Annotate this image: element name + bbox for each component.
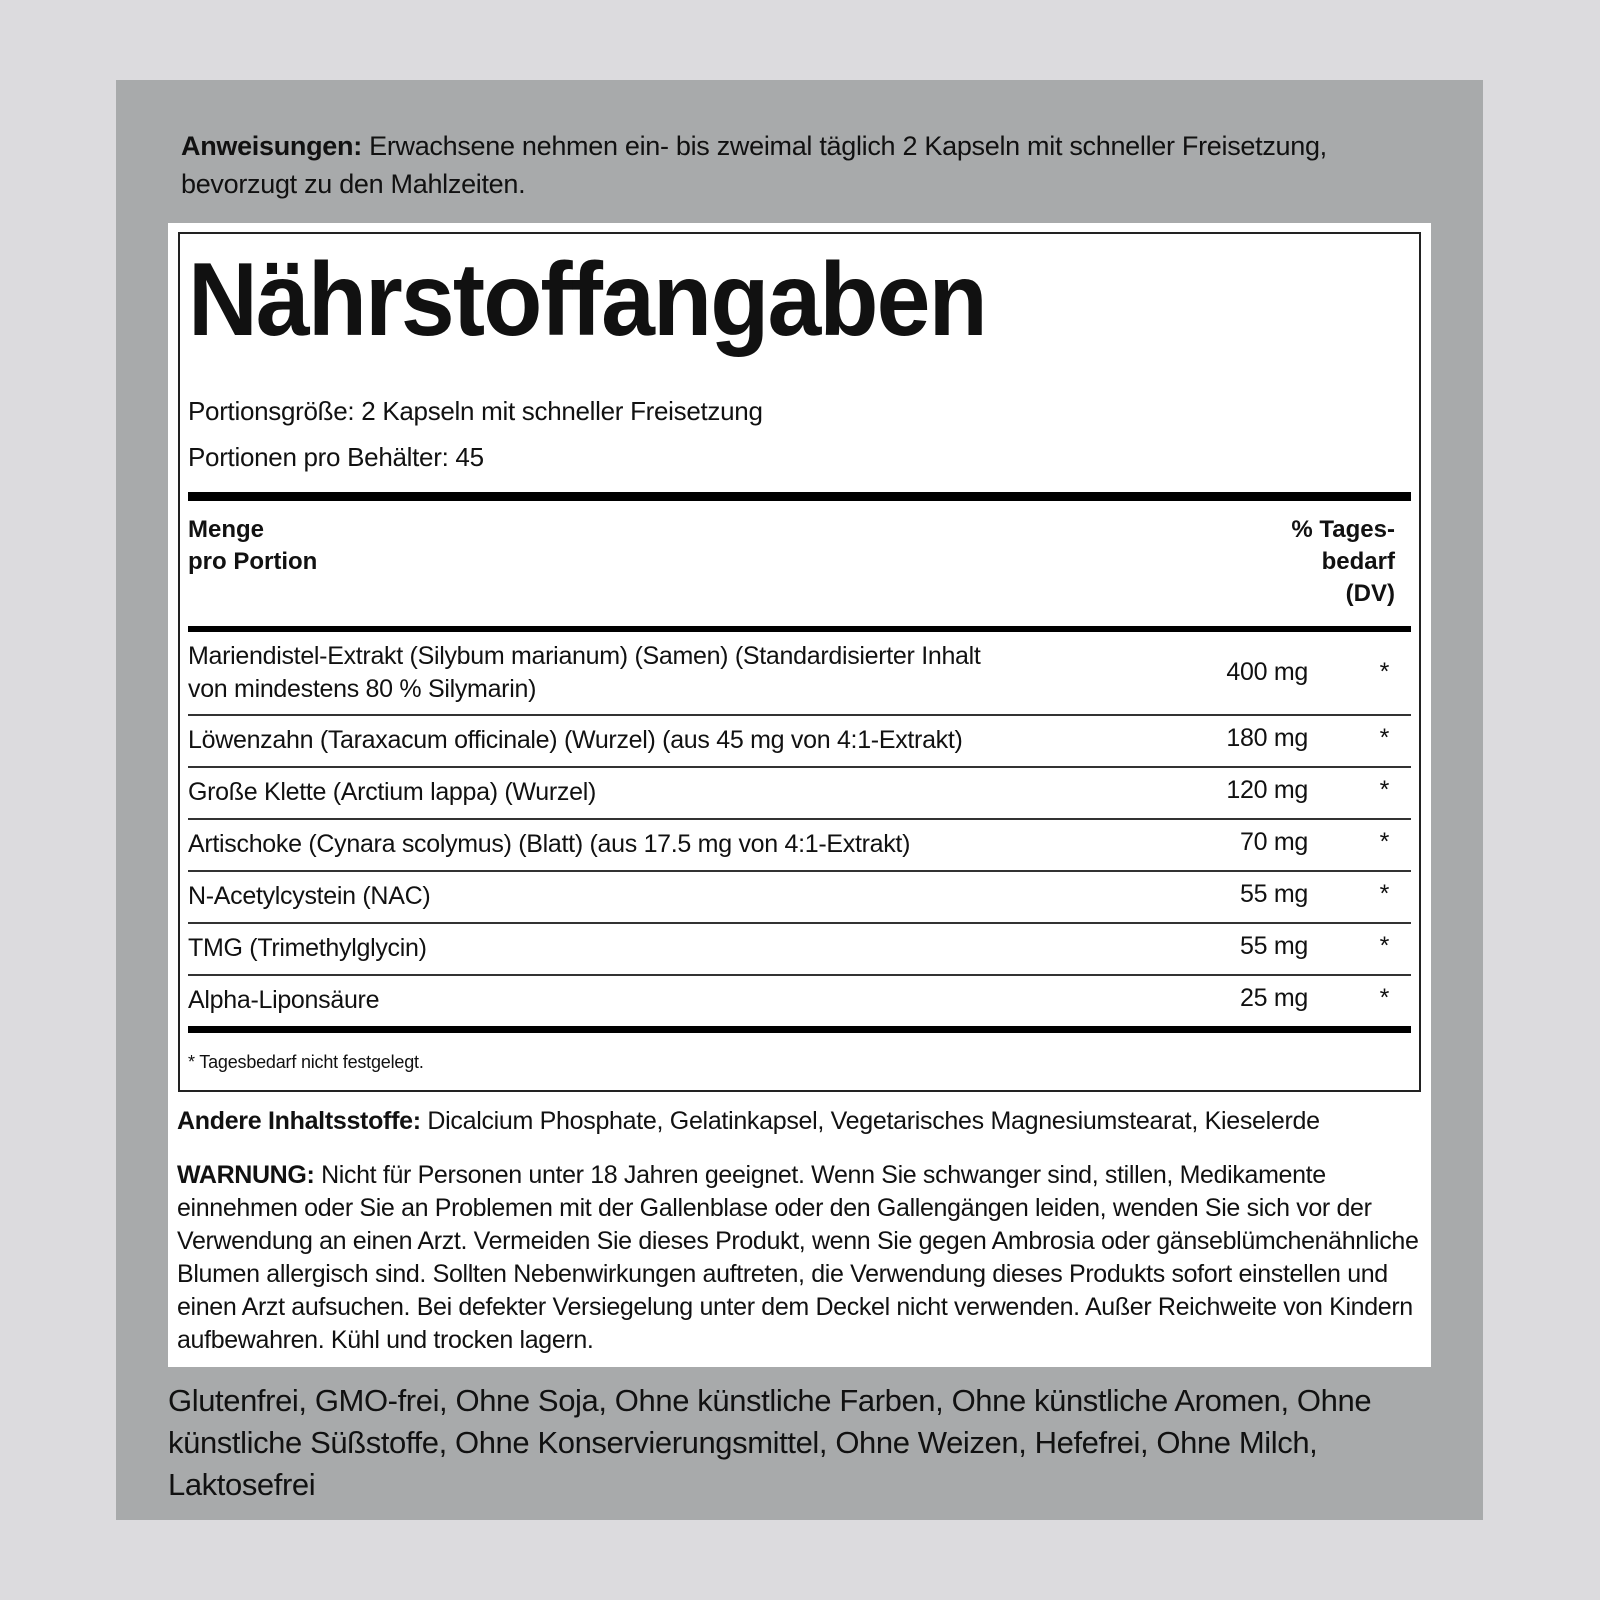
servings-per-container: Portionen pro Behälter: 45 (188, 442, 484, 472)
table-row (188, 872, 1411, 922)
warning-text (177, 1159, 1421, 1357)
ingredient-dv: * (1379, 984, 1389, 1012)
bottom-divider (188, 1026, 1411, 1033)
ingredient-name: Artischoke (Cynara scolymus) (Blatt) (aus 17.5 mg von 4:1-Extrakt) (188, 830, 911, 858)
table-row (188, 820, 1411, 870)
table-row (188, 636, 1411, 708)
ingredient-dv: * (1379, 880, 1389, 908)
ingredient-amount: 55 mg (1240, 932, 1308, 960)
ingredient-name: Alpha-Liponsäure (188, 986, 380, 1014)
ingredient-name: TMG (Trimethylglycin) (188, 934, 427, 962)
other-ingredients-label: Andere Inhaltsstoffe: (177, 1107, 421, 1135)
ingredient-amount: 180 mg (1226, 724, 1308, 752)
free-from-statement: Glutenfrei, GMO-frei, Ohne Soja, Ohne künstliche Farben, Ohne künstliche Aromen, Ohne künstliche Süßstoffe, Ohne Konservierungsmittel, Ohne Weizen, Hefefrei, Ohne Milch, Laktosefrei (168, 1383, 1372, 1502)
amount-header-line1: Menge (188, 516, 265, 543)
ingredient-amount: 55 mg (1240, 880, 1308, 908)
directions-text (181, 127, 1411, 203)
dv-header-line3: (DV) (1345, 580, 1395, 607)
table-row (188, 716, 1411, 766)
ingredient-name: Große Klette (Arctium lappa) (Wurzel) (188, 778, 596, 806)
header-divider (188, 626, 1411, 632)
amount-header (188, 514, 317, 578)
ingredient-amount: 25 mg (1240, 984, 1308, 1012)
table-row (188, 924, 1411, 974)
table-row (188, 768, 1411, 818)
ingredient-dv: * (1379, 932, 1389, 960)
ingredient-amount: 70 mg (1240, 828, 1308, 856)
facts-title: Nährstoffangaben (188, 242, 986, 358)
warning-body: Nicht für Personen unter 18 Jahren geeignet. Wenn Sie schwanger sind, stillen, Medikamente einnehmen oder Sie an Problemen mit der Gallenblase oder den Gallengängen leiden, wenden Sie sich vor der Verwendung an einen Arzt. Vermeiden Sie dieses Produkt, wenn Sie gegen Ambrosia oder gänseblümchenähnliche Blumen allergisch sind. Sollten Nebenwirkungen auftreten, die Verwendung dieses Produkts sofort einstellen und einen Arzt aufsuchen. Bei defekter Versiegelung unter dem Deckel nicht verwenden. Außer Reichweite von Kindern aufbewahren. Kühl und trocken lagern. (177, 1161, 1419, 1354)
thick-divider (188, 492, 1411, 501)
table-row (188, 976, 1411, 1026)
dv-header-line2: bedarf (1321, 548, 1395, 575)
serving-size: Portionsgröße: 2 Kapseln mit schneller Freisetzung (188, 396, 763, 426)
daily-value-header (1291, 514, 1395, 610)
directions-body: Erwachsene nehmen ein- bis zweimal täglich 2 Kapseln mit schneller Freisetzung, bevorzugt zu den Mahlzeiten. (181, 131, 1327, 199)
nutrition-facts-box (178, 232, 1421, 1092)
directions-label: Anweisungen: (181, 131, 362, 161)
ingredient-dv: * (1379, 776, 1389, 804)
ingredient-name: Löwenzahn (Taraxacum officinale) (Wurzel) (aus 45 mg von 4:1-Extrakt) (188, 726, 963, 754)
ingredient-dv: * (1379, 724, 1389, 752)
ingredient-amount: 400 mg (1226, 658, 1308, 686)
amount-header-line2: pro Portion (188, 548, 318, 575)
other-ingredients (177, 1107, 1407, 1136)
ingredient-amount: 120 mg (1226, 776, 1308, 804)
dv-header-line1: % Tages- (1291, 516, 1395, 543)
ingredient-name: N-Acetylcystein (NAC) (188, 882, 431, 910)
other-ingredients-list: Dicalcium Phosphate, Gelatinkapsel, Vegetarisches Magnesiumstearat, Kieselerde (420, 1107, 1320, 1135)
footnote: * Tagesbedarf nicht festgelegt. (188, 1052, 424, 1072)
ingredient-dv: * (1379, 658, 1389, 686)
ingredient-dv: * (1379, 828, 1389, 856)
warning-label: WARNUNG: (177, 1161, 315, 1189)
ingredient-name: Mariendistel-Extrakt (Silybum marianum) (Samen) (Standardisierter Inhalt von mindestens 80 % Silymarin) (188, 642, 981, 703)
